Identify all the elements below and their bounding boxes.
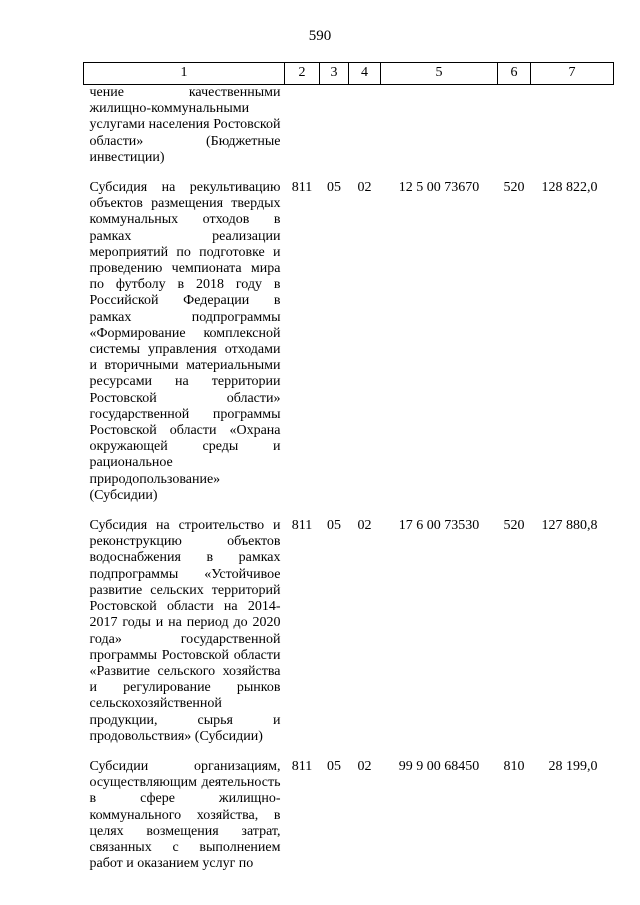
table-row <box>84 85 614 177</box>
row-description: Субсидия на строительство и реконструкцию объектов водоснабжения в рамках подпрограммы «Устойчивое развитие сельских территорий Ростовской области на 2014-2017 годы и на период до 2020 года» государственной программы Ростовской области «Развитие сельского хозяйства и регулирование рынков сельскохозяйственной продукции, сырья и продовольствия» (Субсидии) <box>89 518 281 744</box>
row-subsection-code <box>349 85 381 177</box>
header-col-4: 4 <box>349 63 381 85</box>
header-col-2: 2 <box>285 63 320 85</box>
header-col-6: 6 <box>498 63 531 85</box>
header-col-7: 7 <box>531 63 614 85</box>
row-expense-type: 520 <box>503 518 525 534</box>
row-ministry-code: 811 <box>291 758 313 774</box>
row-subsection-code: 02 <box>357 758 372 774</box>
row-target-article: 17 6 00 73530 <box>398 518 480 534</box>
row-section-code: 05 <box>327 758 341 774</box>
header-col-3: 3 <box>320 63 349 85</box>
row-ministry-code: 811 <box>291 518 313 534</box>
row-amount: 127 880,8 <box>541 518 598 534</box>
row-expense-type: 810 <box>503 758 525 774</box>
row-section-code: 05 <box>327 518 341 534</box>
budget-table <box>83 62 614 872</box>
row-target-article: 99 9 00 68450 <box>398 758 480 774</box>
row-description: Субсидия на рекультивацию объектов размещения твердых коммунальных отходов в рамках реализации мероприятий по подготовке и проведению чемпионата мира по футболу в 2018 году в Российской Федерации в рамках подпрограммы «Формирование комплексной системы управления отходами и вторичными материальными ресурсами на территории Ростовской области» государственной программы Ростовской области «Охрана окружающей среды и рациональное природопользование» (Субсидии) <box>89 180 281 503</box>
row-description: Субсидии организациям, осуществляющим деятельность в сфере жилищно-коммунального хозяйства, в целях возмещения затрат, связанных с выполнением работ и оказанием услуг по <box>89 758 281 872</box>
table-row <box>84 176 614 514</box>
row-section-code <box>320 85 349 177</box>
row-amount: 28 199,0 <box>548 758 598 774</box>
row-amount: 128 822,0 <box>541 180 598 196</box>
row-ministry-code: 811 <box>291 180 313 196</box>
header-col-1: 1 <box>84 63 285 85</box>
row-subsection-code: 02 <box>357 180 372 196</box>
table-row <box>84 755 614 872</box>
row-description: чение качественными жилищно-коммунальными услугами населения Ростовской области» (Бюджетные инвестиции) <box>89 85 281 165</box>
row-subsection-code: 02 <box>357 518 372 534</box>
row-ministry-code <box>285 85 320 177</box>
row-section-code: 05 <box>327 180 341 196</box>
row-expense-type: 520 <box>503 180 525 196</box>
row-target-article <box>381 85 498 177</box>
header-col-5: 5 <box>381 63 498 85</box>
header-row <box>84 63 614 85</box>
row-expense-type <box>498 85 531 177</box>
page-number: 590 <box>308 28 332 44</box>
row-target-article: 12 5 00 73670 <box>398 180 480 196</box>
table-row <box>84 514 614 755</box>
row-amount <box>531 85 614 177</box>
